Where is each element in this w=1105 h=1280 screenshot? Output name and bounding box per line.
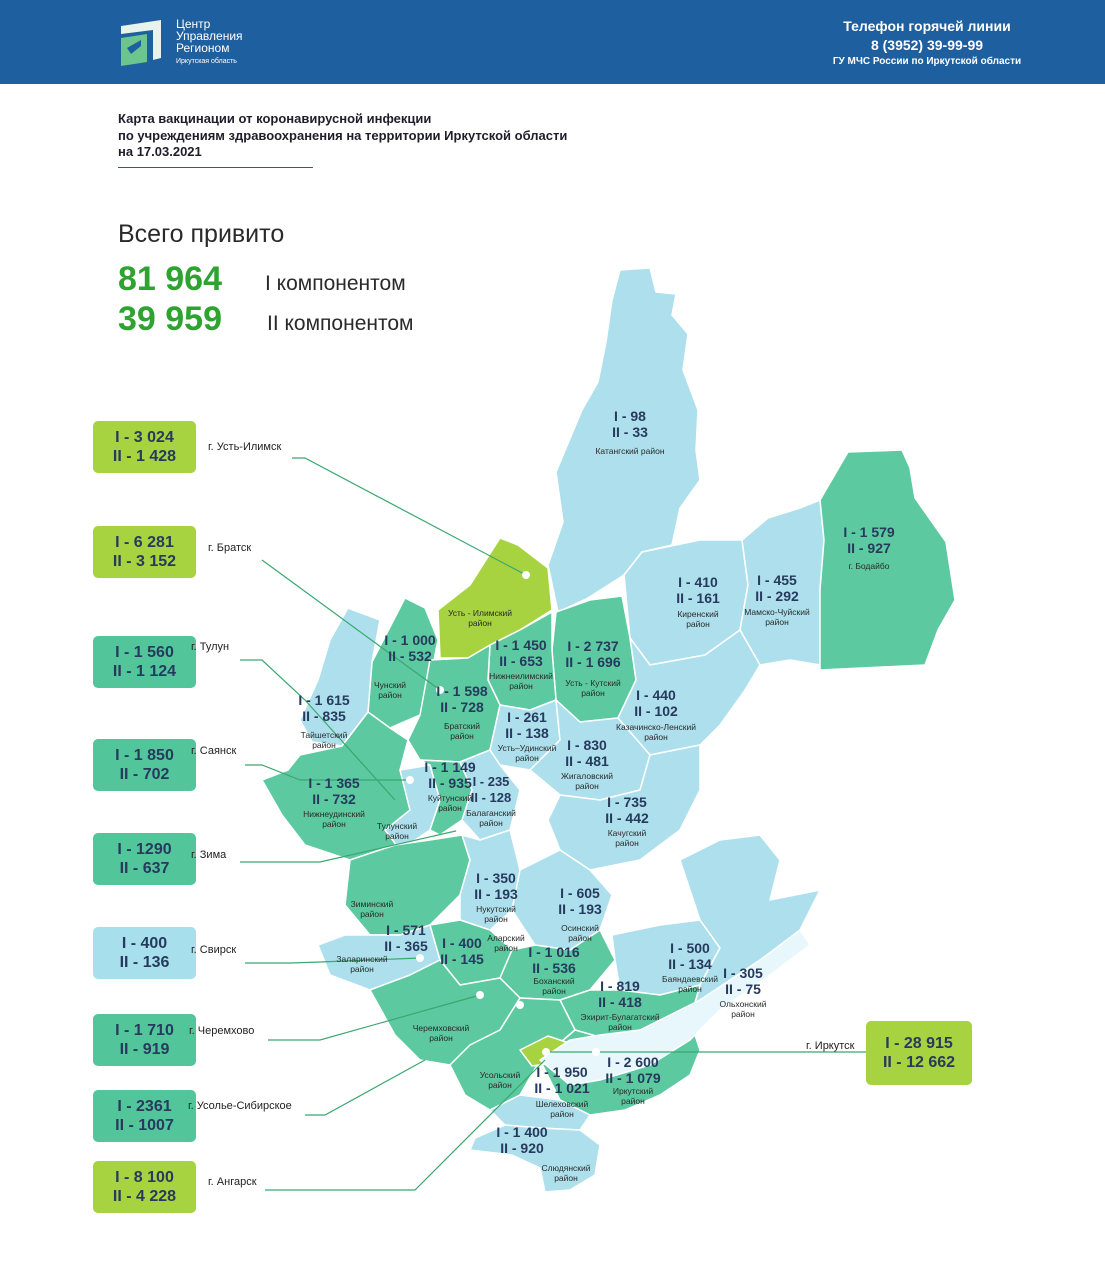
reg-name: Боханский район: [533, 976, 575, 996]
reg-second: II - 75: [725, 981, 761, 997]
reg-name: Ольхонский район: [719, 999, 767, 1019]
region-label-ekhirit: [570, 978, 670, 1032]
reg-name: Качугский район: [607, 828, 647, 848]
region-label-kazachinsky: [606, 687, 706, 742]
city-box-zima: [93, 833, 196, 885]
reg-name: Тайшетский район: [300, 730, 348, 750]
reg-first: I - 1 450: [495, 637, 547, 653]
city-first: I - 1 560: [115, 644, 174, 661]
region-label-slyudyanka-name: [535, 1160, 597, 1183]
hotline-phone: 8 (3952) 39-99-99: [870, 37, 984, 53]
total-second-label: II компонентом: [267, 312, 414, 335]
reg-first: I - 1 365: [308, 775, 360, 791]
reg-second: II - 1 696: [565, 654, 621, 670]
reg-name: Усть - Кутский район: [565, 678, 621, 698]
reg-second: II - 193: [558, 901, 602, 917]
total-first-value: 81 964: [118, 260, 222, 298]
region-label-irkutsky: [605, 1054, 660, 1106]
reg-first: I - 605: [560, 885, 600, 901]
region-label-balagansk: [461, 774, 521, 828]
city-second: II - 136: [119, 954, 170, 971]
region-label-tayshet: [297, 692, 352, 750]
reg-second: II - 920: [500, 1140, 544, 1156]
hotline-title: Телефон горячей линии: [843, 18, 1011, 34]
title-line-1: Карта вакцинации от коронавирусной инфекции: [118, 111, 432, 126]
reg-name: Баяндаевский район: [662, 974, 718, 994]
region-label-nizhneilimsky: [482, 637, 560, 691]
reg-second: II - 536: [532, 960, 576, 976]
city-second: II - 1 428: [112, 448, 177, 465]
title-date: на 17.03.2021: [118, 144, 202, 159]
reg-name: Эхирит-Булагатский район: [580, 1012, 660, 1032]
region-label-bratsky: [436, 683, 487, 741]
city-second: II - 1007: [115, 1117, 174, 1134]
reg-name: Балаганский район: [466, 808, 516, 828]
reg-name: Куйтунский район: [427, 793, 473, 813]
region-label-chunsky: [384, 632, 435, 664]
region-label-alarsky: [440, 935, 484, 967]
city-label-irkutsk: г. Иркутск: [806, 1040, 855, 1052]
city-second: II - 1 124: [112, 663, 177, 680]
reg-first: I - 500: [670, 940, 710, 956]
reg-name: Усть - Илимский район: [447, 608, 513, 628]
reg-name: Черемховский район: [412, 1023, 470, 1043]
reg-second: II - 1 079: [605, 1070, 661, 1086]
reg-second: II - 442: [605, 810, 649, 826]
reg-name: г. Бодайбо: [848, 561, 890, 571]
city-second: II - 637: [119, 860, 170, 877]
reg-name: Нижнеудинский район: [303, 809, 365, 829]
reg-name: Слюдянский район: [541, 1163, 591, 1183]
dot-cheremkhovo: [476, 991, 484, 999]
reg-second: II - 1 021: [534, 1080, 590, 1096]
reg-first: I - 1 598: [436, 683, 488, 699]
dot-irkutsk: [542, 1048, 550, 1056]
city-box-irkutsk: [866, 1021, 972, 1085]
reg-first: I - 235: [472, 774, 510, 789]
reg-name: Осинский район: [561, 923, 599, 943]
city-box-svirsk: [93, 927, 196, 979]
city-box-bratsk: [93, 526, 196, 578]
city-box-angarsk: [93, 1161, 196, 1213]
reg-name: Чунский район: [373, 680, 407, 700]
city-first: I - 8 100: [115, 1169, 174, 1186]
city-label-tulun: г. Тулун: [191, 641, 230, 653]
reg-second: II - 102: [634, 703, 678, 719]
reg-name: Аларский район: [487, 933, 525, 953]
reg-first: I - 571: [386, 922, 426, 938]
reg-first: I - 1 149: [424, 759, 476, 775]
city-label-sayansk: г. Саянск: [191, 745, 237, 757]
reg-second: II - 935: [428, 775, 472, 791]
region-label-zimadistrict: [346, 896, 398, 919]
dot-ustilimsk: [522, 571, 530, 579]
dot-svirsk: [416, 954, 424, 962]
city-box-usolye: [93, 1090, 196, 1142]
city-first: I - 400: [121, 935, 168, 952]
reg-first: I - 261: [507, 709, 547, 725]
reg-first: I - 350: [476, 870, 516, 886]
reg-name: Мамско-Чуйский район: [744, 607, 810, 627]
reg-second: II - 161: [676, 590, 720, 606]
logo-subtitle: Иркутская область: [176, 58, 237, 65]
reg-name: Зиминский район: [350, 899, 394, 919]
reg-first: I - 1 579: [843, 524, 895, 540]
reg-second: II - 653: [499, 653, 543, 669]
totals-label: Всего привито: [118, 220, 285, 248]
reg-first: I - 2 737: [567, 638, 619, 654]
reg-second: II - 145: [440, 951, 484, 967]
dot-usolye: [516, 1001, 524, 1009]
city-box-ustilimsk: [93, 421, 196, 473]
city-first: I - 1 710: [115, 1022, 174, 1039]
region-label-shelekhov: [530, 1064, 594, 1119]
reg-second: II - 532: [388, 648, 432, 664]
city-label-svirsk: г. Свирск: [191, 944, 237, 956]
reg-second: II - 732: [312, 791, 356, 807]
city-first: I - 1 850: [115, 747, 174, 764]
reg-first: I - 455: [757, 572, 797, 588]
region-label-ustilimsky: [440, 605, 520, 628]
reg-first: I - 1 000: [384, 632, 436, 648]
city-first: I - 28 915: [885, 1035, 953, 1052]
region-label-chunsky-name: [372, 677, 408, 700]
reg-name: Нукутский район: [476, 904, 516, 924]
reg-first: I - 410: [678, 574, 718, 590]
city-label-ustilimsk: г. Усть-Илимск: [208, 441, 282, 453]
reg-first: I - 1 950: [536, 1064, 588, 1080]
reg-first: I - 98: [614, 408, 646, 424]
reg-name: Тулунский район: [376, 821, 418, 841]
city-second: II - 4 228: [112, 1188, 177, 1205]
region-label-nukut: [471, 870, 521, 924]
reg-name: Усть–Удинский район: [497, 743, 557, 763]
reg-second: II - 418: [598, 994, 642, 1010]
city-second: II - 702: [119, 766, 170, 783]
reg-first: I - 1 016: [528, 944, 580, 960]
region-label-slyudyanka: [496, 1124, 547, 1156]
reg-second: II - 292: [755, 588, 799, 604]
city-second: II - 12 662: [882, 1054, 956, 1071]
reg-second: II - 365: [384, 938, 428, 954]
city-label-cheremkhovo: г. Черемхово: [189, 1025, 255, 1037]
reg-name: Катангский район: [595, 446, 665, 456]
region-label-katanga: [595, 408, 664, 456]
city-label-zima: г. Зима: [191, 849, 227, 861]
city-label-angarsk: г. Ангарск: [208, 1176, 257, 1188]
dot-sayansk: [406, 776, 414, 784]
city-box-cheremkhovo: [93, 1014, 196, 1066]
city-box-sayansk: [93, 739, 196, 791]
reg-first: I - 1 400: [496, 1124, 548, 1140]
region-label-usolsky: [475, 1067, 525, 1090]
region-label-zhigalovo: [552, 737, 622, 791]
reg-second: II - 193: [474, 886, 518, 902]
region-label-zalarinsky: [384, 922, 428, 954]
region-label-cheremkhovodistrict: [406, 1020, 476, 1043]
city-label-usolye: г. Усолье-Сибирское: [188, 1100, 292, 1112]
city-first: I - 6 281: [115, 534, 174, 551]
logo-line-2: Управления: [176, 29, 243, 43]
city-first: I - 1290: [117, 841, 172, 858]
dot-angarsk: [592, 1048, 600, 1056]
city-label-bratsk: г. Братск: [208, 542, 252, 554]
reg-first: I - 400: [442, 935, 482, 951]
total-first-label: I компонентом: [265, 272, 406, 295]
reg-first: I - 819: [600, 978, 640, 994]
city-box-tulun: [93, 636, 196, 688]
reg-name: Казачинско-Ленский район: [616, 722, 696, 742]
region-label-kirensky: [674, 574, 722, 629]
region-label-nizhneudinsk: [295, 775, 373, 829]
reg-second: II - 128: [470, 790, 512, 805]
region-label-bodaybo: [843, 524, 894, 571]
total-second-value: 39 959: [118, 300, 222, 338]
region-label-tulunsky: [374, 818, 420, 841]
reg-second: II - 728: [440, 699, 484, 715]
region-label-mamsko: [732, 572, 822, 627]
reg-name: Иркутский район: [612, 1086, 654, 1106]
reg-name: Заларинский район: [336, 954, 388, 974]
city-first: I - 2361: [117, 1098, 172, 1115]
logo-line-3: Регионом: [176, 41, 230, 55]
city-second: II - 3 152: [112, 553, 177, 570]
reg-first: I - 830: [567, 737, 607, 753]
reg-name: Братский район: [443, 721, 481, 741]
reg-second: II - 835: [302, 708, 346, 724]
hotline-org: ГУ МЧС России по Иркутской области: [832, 56, 1022, 67]
reg-second: II - 481: [565, 753, 609, 769]
reg-first: I - 440: [636, 687, 676, 703]
reg-name: Киренский район: [677, 609, 719, 629]
reg-second: II - 138: [505, 725, 549, 741]
reg-name: Усольский район: [479, 1070, 521, 1090]
region-label-zalarinsky-name: [330, 951, 394, 974]
region-label-osinsky: [558, 885, 602, 943]
reg-name: Нижнеилимский район: [489, 671, 553, 691]
reg-first: I - 735: [607, 794, 647, 810]
region-label-alarsky-name: [483, 930, 529, 953]
city-first: I - 3 024: [115, 429, 174, 446]
reg-first: I - 305: [723, 965, 763, 981]
logo-line-1: Центр: [176, 17, 211, 31]
region-label-kachug: [604, 794, 650, 848]
title-line-2: по учреждениям здравоохранения на территории Иркутской области: [118, 127, 568, 143]
reg-second: II - 33: [612, 424, 648, 440]
reg-first: I - 1 615: [298, 692, 350, 708]
region-label-olkhon: [714, 965, 772, 1019]
reg-second: II - 927: [847, 540, 891, 556]
reg-name: Шелеховский район: [535, 1099, 589, 1119]
reg-second: II - 134: [668, 956, 712, 972]
reg-name: Жигаловский район: [561, 771, 613, 791]
line-usolye: [305, 1060, 425, 1115]
reg-first: I - 2 600: [607, 1054, 659, 1070]
city-second: II - 919: [119, 1041, 170, 1058]
